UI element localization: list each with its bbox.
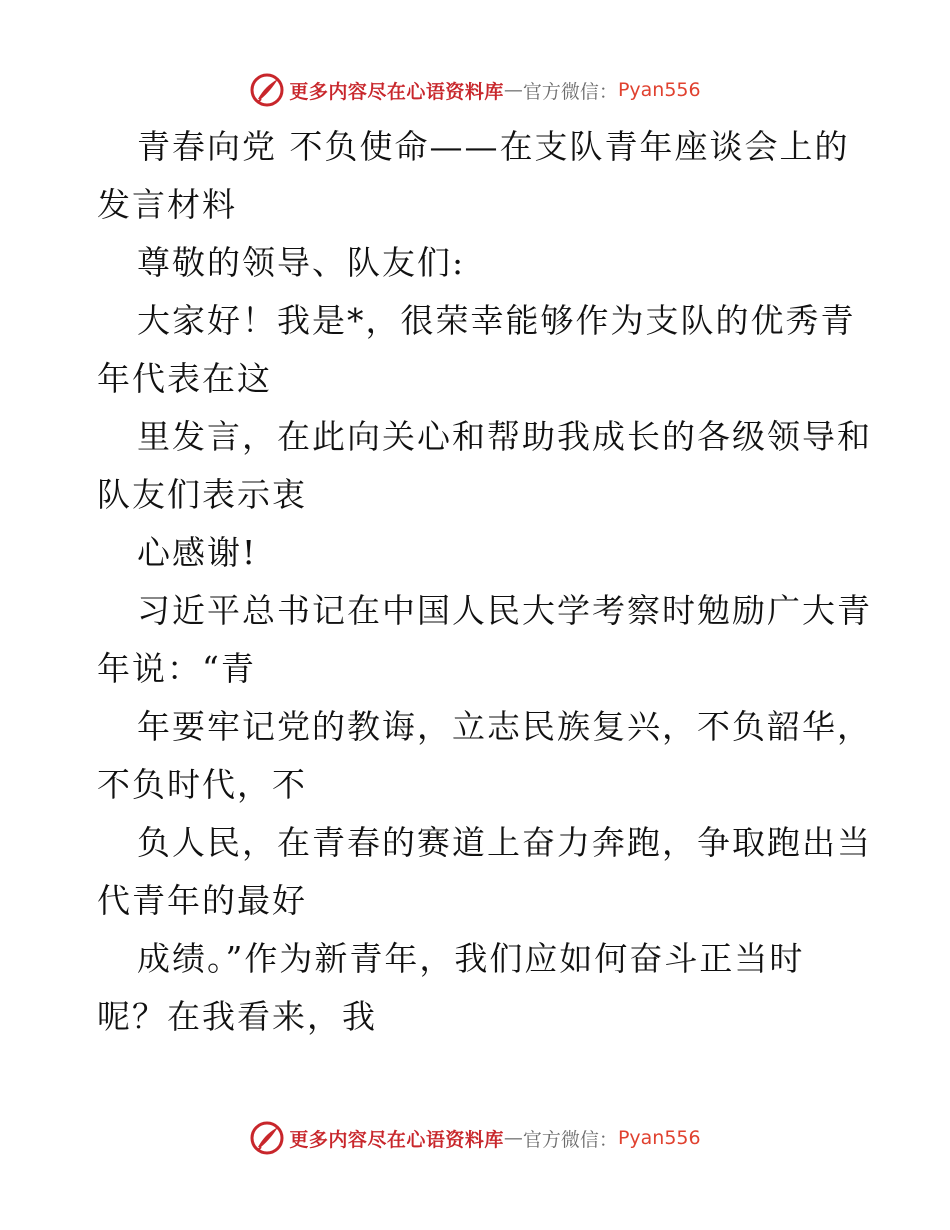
watermark-wechat-id: Pyan556 [617, 79, 701, 101]
footer-watermark [0, 1118, 950, 1158]
text-line: 队友们表示衷 [97, 475, 307, 514]
text-line: 青春向党 不负使命——在支队青年座谈会上的 [137, 127, 850, 166]
text-line: 年说：“青 [97, 649, 256, 688]
text-line: 尊敬的领导、队友们: [137, 243, 466, 282]
header-watermark [0, 70, 950, 110]
quill-pen-logo-icon [249, 72, 285, 108]
watermark-label: 官方微信： [522, 1128, 618, 1151]
text-line: 发言材料 [97, 185, 237, 224]
text-line: 代青年的最好 [97, 881, 307, 920]
text-line: 年代表在这 [97, 359, 272, 398]
text-line: 负人民，在青春的赛道上奋力奔跑，争取跑出当 [137, 823, 872, 862]
watermark-label: 官方微信： [522, 80, 618, 103]
text-line: 大家好！我是*，很荣幸能够作为支队的优秀青 [137, 301, 856, 340]
watermark-dash: — [503, 1127, 523, 1149]
watermark-wechat-id: Pyan556 [617, 1127, 701, 1149]
text-line: 不负时代，不 [97, 765, 307, 804]
text-line: 成绩。”作为新青年，我们应如何奋斗正当时 [137, 939, 805, 978]
watermark-dash: — [503, 79, 523, 101]
watermark-site: 更多内容尽在心语资料库 [289, 80, 504, 103]
text-line: 习近平总书记在中国人民大学考察时勉励广大青 [137, 591, 872, 630]
text-line: 呢？在我看来，我 [97, 997, 377, 1036]
document-body [97, 118, 877, 1046]
text-line: 年要牢记党的教诲，立志民族复兴，不负韶华， [137, 707, 872, 746]
text-line: 里发言，在此向关心和帮助我成长的各级领导和 [137, 417, 872, 456]
quill-pen-logo-icon [249, 1120, 285, 1156]
watermark-site: 更多内容尽在心语资料库 [289, 1128, 504, 1151]
text-line: 心感谢! [137, 533, 258, 572]
